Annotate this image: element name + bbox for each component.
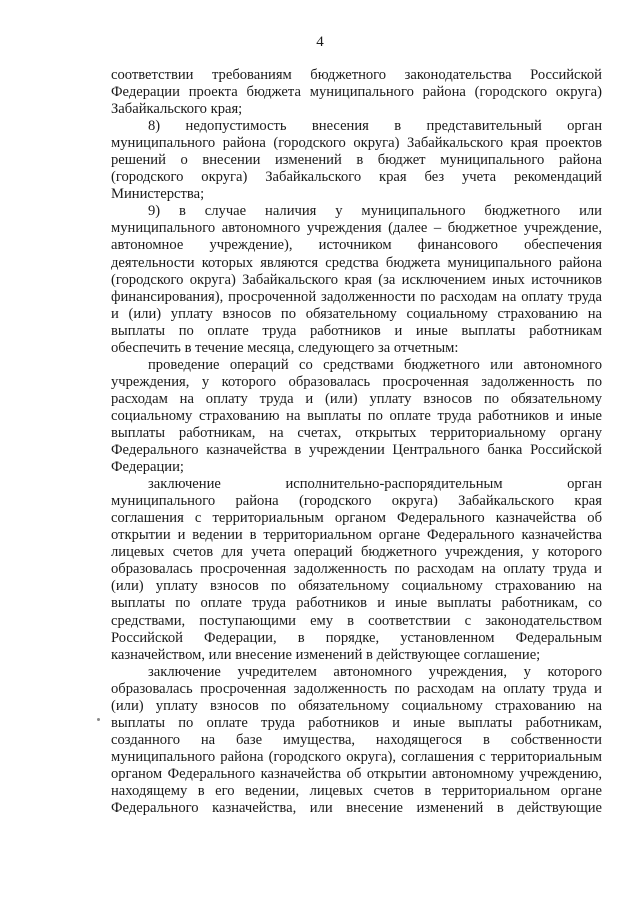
- text-line: Федерации;: [111, 459, 184, 476]
- text-line: образовалась просроченная задолженность по расходам на оплату труда и: [111, 561, 602, 578]
- text-line: выплаты по оплате труда работников и иные выплаты работникам, со: [111, 595, 602, 612]
- text-line: Федерального казначейства в учреждении Центрального банка Российской: [111, 442, 602, 459]
- text-line: муниципального автономного учреждения (далее – бюджетное учреждение,: [111, 220, 602, 237]
- text-line: выплаты работникам, на счетах, открытых территориальному органу: [111, 424, 602, 441]
- text-line: органом Федерального казначейства об открытии автономному учреждению,: [111, 765, 602, 782]
- text-line: лицевых счетов для учета операций бюджетного учреждения, у которого: [111, 544, 602, 561]
- text-line: (городского округа) Забайкальского края без учета рекомендаций: [111, 169, 602, 186]
- text-line: деятельности которых являются средства бюджета муниципального района: [111, 254, 602, 271]
- text-line: муниципального района (городского округа), соглашения с территориальным: [111, 748, 602, 765]
- text-line: Российской Федерации, в порядке, установленном Федеральным: [111, 629, 602, 646]
- text-line: муниципального района (городского округа) Забайкальского края проектов: [111, 135, 602, 152]
- text-line: созданного на базе имущества, находящегося в собственности: [111, 731, 602, 748]
- page-number: 4: [316, 34, 324, 50]
- text-line: финансирования), просроченной задолженности по расходам на оплату труда: [111, 288, 602, 305]
- text-line: учреждения, у которого образовалась просроченная задолженность по: [111, 373, 602, 390]
- text-line: 9) в случае наличия у муниципального бюджетного или: [148, 203, 602, 220]
- text-line: выплаты по оплате труда работников и иные выплаты работникам: [111, 322, 602, 339]
- scan-artifact-dot: [97, 718, 100, 721]
- text-line: (городского округа) Забайкальского края (за исключением иных источников: [111, 271, 602, 288]
- text-line: решений о внесении изменений в бюджет муниципального района: [111, 152, 602, 169]
- text-line: открытии и ведении в территориальном органе Федерального казначейства: [111, 527, 602, 544]
- text-line: муниципального района (городского округа) Забайкальского края: [111, 493, 602, 510]
- text-line: 8) недопустимость внесения в представительный орган: [148, 118, 602, 135]
- text-line: Федерального казначейства, или внесение изменений в действующие: [111, 800, 602, 817]
- text-line: расходам на оплату труда и (или) уплату взносов по обязательному: [111, 390, 602, 407]
- text-line: соответствии требованиям бюджетного законодательства Российской: [111, 67, 602, 83]
- text-line: образовалась просроченная задолженность по расходам на оплату труда и: [111, 680, 602, 697]
- text-line: проведение операций со средствами бюджетного или автономного: [148, 356, 602, 373]
- text-line: заключение исполнительно-распорядительным орган: [148, 476, 602, 493]
- text-line: средствами, поступающими ему в соответствии с законодательством: [111, 612, 602, 629]
- text-line: обеспечить в течение месяца, следующего за отчетным:: [111, 339, 459, 356]
- text-line: выплаты по оплате труда работников и иные выплаты работникам,: [111, 714, 602, 731]
- text-line: Федерации проекта бюджета муниципального района (городского округа): [111, 84, 602, 101]
- text-line: соглашения с территориальным органом Федерального казначейства об: [111, 510, 602, 527]
- text-line: заключение учредителем автономного учреждения, у которого: [148, 663, 602, 680]
- document-body: [111, 67, 602, 817]
- text-line: находящему в его ведении, лицевых счетов в территориальном органе: [111, 782, 602, 799]
- text-line: автономное учреждение), источником финансового обеспечения: [111, 237, 602, 254]
- text-line: Министерства;: [111, 186, 205, 203]
- text-line: (или) уплату взносов по обязательному социальному страхованию на: [111, 697, 602, 714]
- text-line: (или) уплату взносов по обязательному социальному страхованию на: [111, 578, 602, 595]
- text-line: казначейством, или внесение изменений в действующее соглашение;: [111, 646, 541, 663]
- text-line: и (или) уплату взносов по обязательному социальному страхованию на: [111, 305, 602, 322]
- text-line: Забайкальского края;: [111, 101, 243, 118]
- text-line: социальному страхованию на выплаты по оплате труда работников и иные: [111, 407, 602, 424]
